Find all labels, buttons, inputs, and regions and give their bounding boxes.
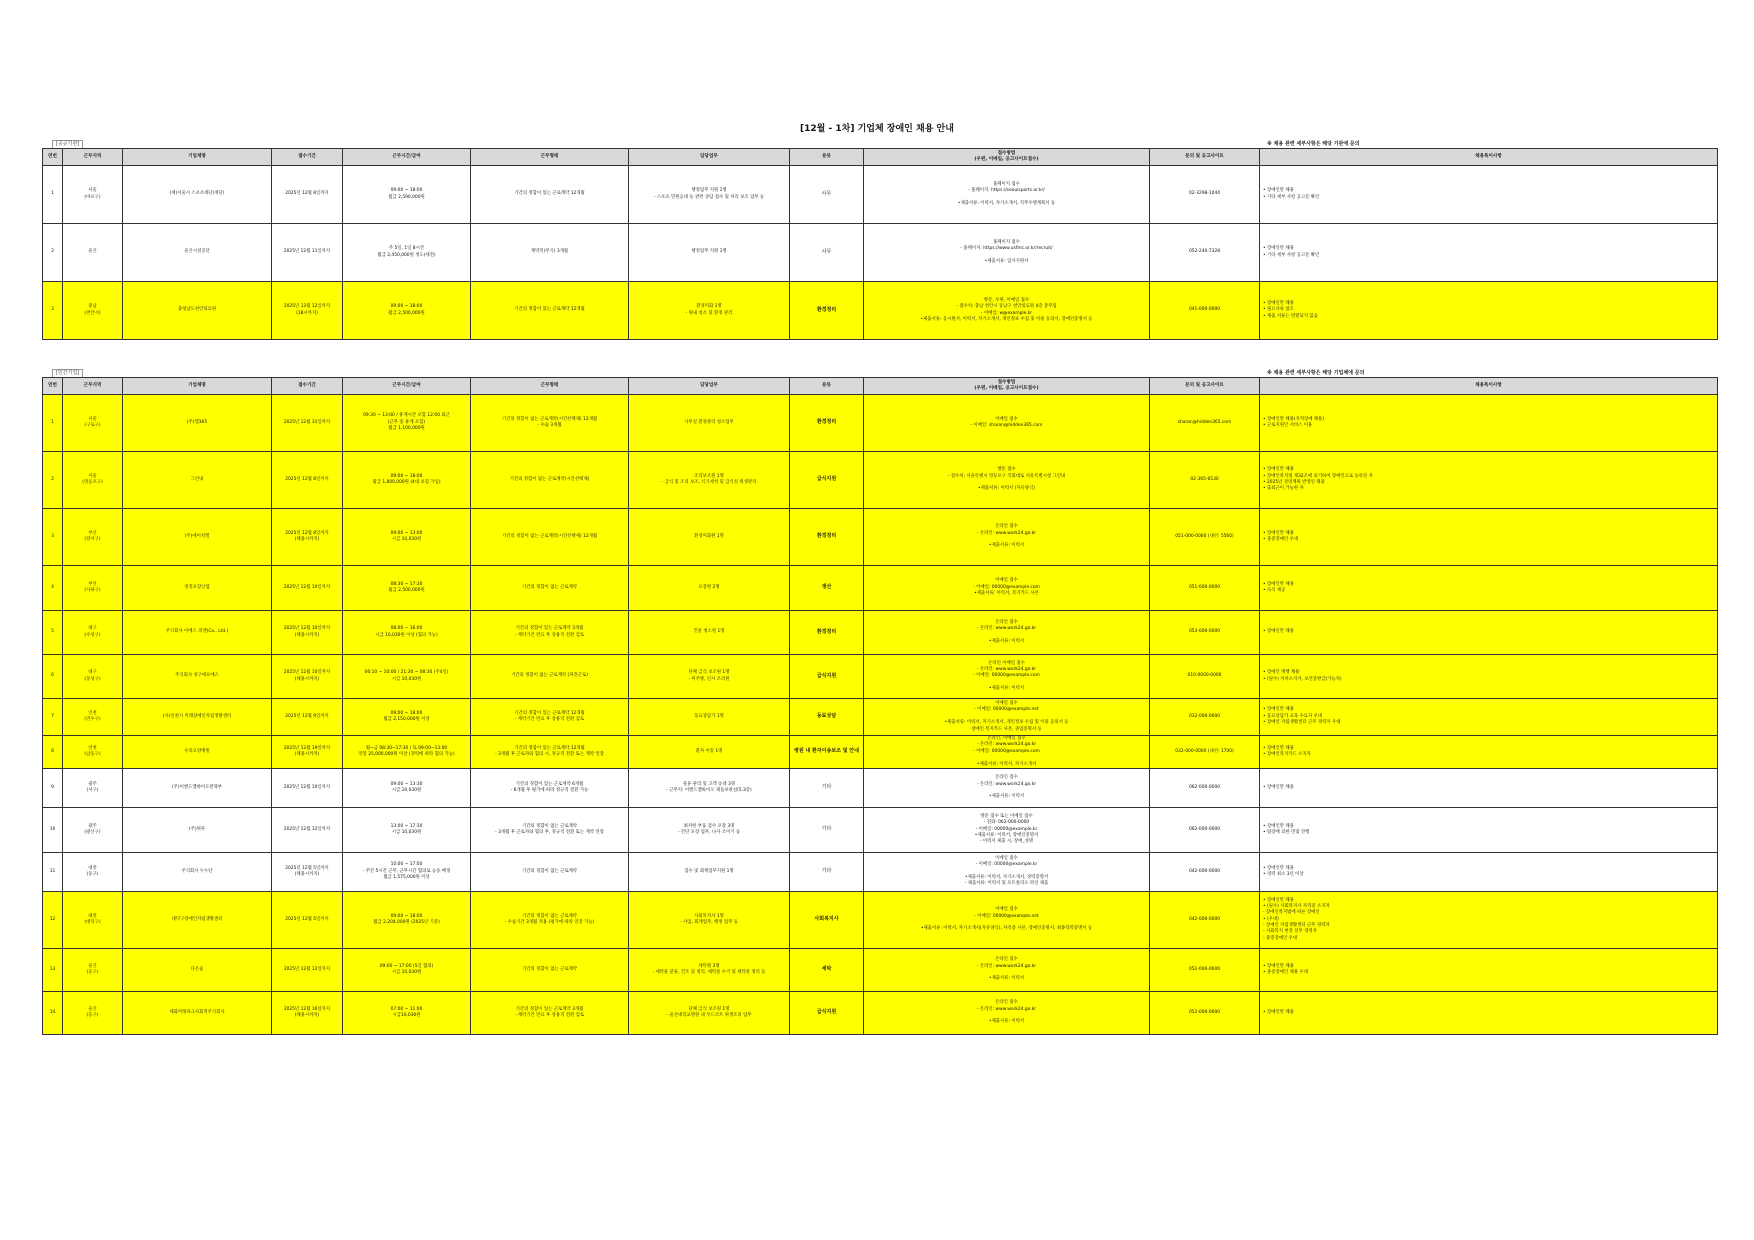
- cell-category: 환경정리: [790, 509, 864, 566]
- cell-region: 울산 (동구): [63, 948, 123, 991]
- cell-region: 대구 (수성구): [63, 611, 123, 655]
- header-application-period: 접수기간: [272, 149, 343, 166]
- cell-hours-pay: 09:00 ~ 18:00 월급 2,590,000원: [343, 166, 471, 224]
- cell-company-name: 정진포장산업: [123, 566, 272, 611]
- cell-hours-pay: 09:00 ~ 18:00 월급 1,800,000원 (4대 보험 가입): [343, 452, 471, 509]
- cell-category: 급식지원: [790, 991, 864, 1034]
- cell-application-method: 이메일 접수 - 이메일: sharon@hidden365.com: [864, 395, 1150, 452]
- cell-employment-type: 기간의 정함이 없는 근로계약(시간선택제) 12개월 - 수습 3개월: [471, 395, 629, 452]
- cell-category: 생산: [790, 566, 864, 611]
- table-row: [43, 452, 1718, 509]
- cell-special-notes: • 장애인만 채용: [1260, 768, 1718, 807]
- header-application-period: 접수기간: [272, 378, 343, 395]
- cell-special-notes: • 장애인만 채용 • 장애인복지법 제32조에 의거하여 장애인으로 등록된 자 • 2025년 경영계획 반영된 채용 • 출퇴근이 가능한 자: [1260, 452, 1718, 509]
- cell-row-number: 11: [43, 852, 63, 891]
- cell-row-number: 10: [43, 807, 63, 852]
- cell-application-period: 2025년 12월 12일까지 (18시까지): [272, 282, 343, 340]
- cell-duty: 행정업무 지원 1명 - 스포츠 민원응대 등 관련 상담 접수 및 처리 보조 업무 등: [629, 166, 790, 224]
- cell-application-method: 방문, 우편, 이메일 접수 - 접수처: 충남 천안시 동남구 천안의료원 4층 총무팀 - 이메일: w@example.kr •제출서류: 응시원서, 이력서, 자기소개서, 개인정보 수집 및 이용 동의서, 장애인증명서 등: [864, 282, 1150, 340]
- cell-row-number: 12: [43, 891, 63, 948]
- header-company-name: 기업체명: [123, 378, 272, 395]
- cell-row-number: 3: [43, 282, 63, 340]
- cell-row-number: 2: [43, 224, 63, 282]
- table-row: [43, 891, 1718, 948]
- cell-application-method: 온라인, 이메일 접수 - 온라인: www.work24.go.kr - 이메일: 00000@example.com •제출서류: 이력서, 자기소개서: [864, 736, 1150, 769]
- cell-application-method: 이메일 접수 - 이메일: 00000@example.net •제출서류: 이력서, 자기소개서(자유양식), 자격증 사본, 장애인증명서, 최종학력증명서 등: [864, 891, 1150, 948]
- cell-company-name: 다온숲: [123, 948, 272, 991]
- cell-employment-type: 기간의 정함이 없는 근로계약: [471, 948, 629, 991]
- cell-company-name: (주)위루: [123, 807, 272, 852]
- cell-application-period: 2025년 12월 8일까지: [272, 452, 343, 509]
- header-category: 분류: [790, 378, 864, 395]
- table-row: [43, 395, 1718, 452]
- cell-special-notes: • 장애인만 채용 • 팀장에 의한 면접 진행: [1260, 807, 1718, 852]
- table-row: [43, 655, 1718, 699]
- cell-application-method: 온라인 접수 - 온라인: www.work24.go.kr •제출서류: 이력서: [864, 948, 1150, 991]
- cell-region: 대전 (대덕구): [63, 891, 123, 948]
- cell-region: 울산 (동구): [63, 991, 123, 1034]
- cell-contact: 042-000-0000: [1150, 852, 1260, 891]
- cell-duty: 세탁원 3명 - 세탁물 분류, 건조 및 정리, 세탁물 수거 및 세탁물 정리 등: [629, 948, 790, 991]
- cell-company-name: 세화미래파크사회적주식회사: [123, 991, 272, 1034]
- header-special-notes: 채용특이사항: [1260, 149, 1718, 166]
- cell-contact: 052-000-0000: [1150, 948, 1260, 991]
- cell-duty: 물류 관리 및 고객 응대 3명 - 근무지: 이엔드젤바이오 제품보관실(5.3층): [629, 768, 790, 807]
- cell-contact: 062-000-0000: [1150, 768, 1260, 807]
- private-job-table: [42, 377, 1718, 1035]
- cell-hours-pay: 09:00 ~ 13:00 시급 10,030원: [343, 509, 471, 566]
- cell-application-period: 2025년 12월 10일까지: [272, 768, 343, 807]
- cell-application-method: 홈페이지 접수 - 홈페이지: https://www.usfmc.or.kr/recruit/ •제출서류: 입사지원서: [864, 224, 1150, 282]
- cell-application-period: 2025년 12월 31일까지: [272, 395, 343, 452]
- cell-row-number: 4: [43, 566, 63, 611]
- cell-employment-type: 기간의 정함이 있는 근로계약 12개월: [471, 166, 629, 224]
- cell-region: 광주 (광산구): [63, 807, 123, 852]
- header-duty: 담당업무: [629, 149, 790, 166]
- cell-duty: 건물 청소원 1명: [629, 611, 790, 655]
- cell-contact: 02-365-6530: [1150, 452, 1260, 509]
- cell-category: 환경정리: [790, 282, 864, 340]
- cell-category: 급식지원: [790, 452, 864, 509]
- cell-company-name: (주)엘365: [123, 395, 272, 452]
- header-application-method: 접수방법 (우편, 이메일, 공고사이트접수): [864, 378, 1150, 395]
- cell-application-period: 2025년 12월 8일까지: [272, 166, 343, 224]
- cell-region: 서울 (마포구): [63, 166, 123, 224]
- cell-row-number: 3: [43, 509, 63, 566]
- cell-category: 동료상담: [790, 699, 864, 736]
- header-contact: 문의 및 공고사이트: [1150, 149, 1260, 166]
- header-special-notes: 채용특이사항: [1260, 378, 1718, 395]
- cell-special-notes: • 장애인만 채용(지적장애 채용) • 근로지원인 서비스 이용: [1260, 395, 1718, 452]
- cell-special-notes: • 장애인만 채용 • 중증장애인 우대: [1260, 509, 1718, 566]
- cell-category: 사무: [790, 224, 864, 282]
- cell-contact: 052-240-7328: [1150, 224, 1260, 282]
- cell-region: 서울 (영등포구): [63, 452, 123, 509]
- header-row-number: 연번: [43, 378, 63, 395]
- table-row: [43, 948, 1718, 991]
- private-section-note: ※ 채용 관련 세부사항은 해당 기업체에 문의: [1267, 370, 1365, 376]
- cell-category: 사회복지사: [790, 891, 864, 948]
- cell-contact: 053-000-0000: [1150, 611, 1260, 655]
- cell-duty: 동료상담가 1명: [629, 699, 790, 736]
- cell-duty: 행정업무 지원 1명: [629, 224, 790, 282]
- cell-region: 대전 (동구): [63, 852, 123, 891]
- cell-row-number: 7: [43, 699, 63, 736]
- cell-application-method: 방문 접수 또는 이메일 접수 - 전화: 062-000-0000 - 이메일: 00000@example.kr •제출서류: 이력서, 장애인증명서 - 이력서 제출 시, 장애_성명: [864, 807, 1150, 852]
- table-row: [43, 768, 1718, 807]
- cell-hours-pay: 09:00 ~ 18:00 월급 2,150,000원 이상: [343, 699, 471, 736]
- cell-application-period: 2025년 12월 10일까지: [272, 566, 343, 611]
- cell-application-period: 2025년 12월 16일까지 (채용시까지): [272, 991, 343, 1034]
- cell-company-name: 대덕구장애인자립생활센터: [123, 891, 272, 948]
- cell-company-name: 주식회사 이에스 피앤(Co., Ltd.): [123, 611, 272, 655]
- cell-application-period: 2025년 12월 11일까지: [272, 224, 343, 282]
- cell-company-name: (재)서울시 스포츠재단(재단): [123, 166, 272, 224]
- cell-special-notes: • 장애인만 채용 • (필수) 사회복지사 자격증 소지자 - 장애인복지법에 따른 장애인 • (우대) - 장애인 자립생활센터 근무 경력자 - 사회복지 현장 실무 경력자 - 중증장애인 우대: [1260, 891, 1718, 948]
- cell-employment-type: 기간의 정함이 있는 근로계약 3개월 - 계약기간 만료 후 상용직 전환 검토: [471, 991, 629, 1034]
- cell-application-period: 2025년 12월 8일까지 (채용시까지): [272, 509, 343, 566]
- cell-application-method: 온라인 접수 - 온라인: www.work24.go.kr •제출서류: 이력서: [864, 509, 1150, 566]
- cell-special-notes: • 장애인만 채용: [1260, 611, 1718, 655]
- cell-application-method: 이메일 접수 - 이메일: 00000@example.net •제출서류: 이력서, 자기소개서, 개인정보 수집 및 이용 동의서 등 장애인 복지카드 사본, 졸업증명서 등: [864, 699, 1150, 736]
- cell-duty: 환경미화 1명 - 원내 청소 및 환경 관리: [629, 282, 790, 340]
- cell-company-name: (주)이엔드젤바이오전략부: [123, 768, 272, 807]
- cell-special-notes: • 장애인만 채용: [1260, 991, 1718, 1034]
- cell-company-name: 울산시설공단: [123, 224, 272, 282]
- cell-contact: 041-000-0000: [1150, 282, 1260, 340]
- cell-duty: 단체 급식 보조원 1명 - 울산대학교병원 내 푸드코트 위생조리 업무: [629, 991, 790, 1034]
- cell-duty: 사회복지사 1명 - 사업, 회계업무, 행정 업무 등: [629, 891, 790, 948]
- cell-employment-type: 기간의 정함이 없는 근로계약: [471, 566, 629, 611]
- cell-application-period: 2025년 12월 10일까지 (채용시까지): [272, 611, 343, 655]
- cell-row-number: 13: [43, 948, 63, 991]
- cell-category: 환경정리: [790, 611, 864, 655]
- cell-application-period: 2025년 12월 5일까지 (채용시까지): [272, 852, 343, 891]
- cell-employment-type: 기간의 정함이 없는 근로계약(시간선택제): [471, 452, 629, 509]
- cell-contact: 010-0000-0000: [1150, 655, 1260, 699]
- cell-hours-pay: 06:10 ~ 10:00 / 21:30 ~ 08:30 (주4일) 시급 10,030원: [343, 655, 471, 699]
- cell-hours-pay: 09:00 ~ 18:00 월급 2,204,000원 (2025년 기준): [343, 891, 471, 948]
- cell-hours-pay: 07:00 ~ 11:00 시급10,030원: [343, 991, 471, 1034]
- cell-company-name: 충청남도천안의료원: [123, 282, 272, 340]
- cell-hours-pay: 10:00 ~ 17:00 - 주간 5시간 근무, 근무시간 협의로 능동 배정 월급 1,575,000원 이상: [343, 852, 471, 891]
- cell-region: 충남 (천안시): [63, 282, 123, 340]
- cell-employment-type: 기간의 정함이 없는 근로계약 - 3개월 후 근로자와 협의 후, 정규직 전환 또는 계약 연장: [471, 807, 629, 852]
- cell-hours-pay: 주 5일, 1일 8시간 월급 2,450,000원 정도(세전): [343, 224, 471, 282]
- cell-hours-pay: 09:00 ~ 17:00 (5일 협의) 시급 10,030원: [343, 948, 471, 991]
- cell-row-number: 2: [43, 452, 63, 509]
- cell-application-method: 홈페이지 접수 - 홈페이지: https://seoulsports.or.kr/ •제출서류: 이력서, 자기소개서, 직무수행계획서 등: [864, 166, 1150, 224]
- cell-application-period: 2025년 12월 10일까지 (채용시까지): [272, 655, 343, 699]
- table-row: [43, 509, 1718, 566]
- cell-company-name: 그린내: [123, 452, 272, 509]
- cell-employment-type: 기간의 정함이 없는 근로계약(시간선택제) 12개월: [471, 509, 629, 566]
- header-region: 근무지역: [63, 378, 123, 395]
- cell-employment-type: 계약직(무기) 3개월: [471, 224, 629, 282]
- cell-duty: 환자 이송 1명: [629, 736, 790, 769]
- table-row: [43, 611, 1718, 655]
- cell-category: 기타: [790, 852, 864, 891]
- cell-employment-type: 기간의 정함이 있는 근로계약 12개월 - 계약기간 만료 후 상용직 전환 검토: [471, 699, 629, 736]
- cell-employment-type: 기간의 정함이 없는 근로계약 - 수습기간 3개월 적용 (평가에 따라 연장 가능): [471, 891, 629, 948]
- table-row: [43, 566, 1718, 611]
- cell-company-name: (사)인천시 미래장애인자립생활센터: [123, 699, 272, 736]
- cell-category: 기타: [790, 768, 864, 807]
- cell-hours-pay: 09:00 ~ 13:30 시급 10,030원: [343, 768, 471, 807]
- cell-hours-pay: 13:00 ~ 17:30 시급 10,030원: [343, 807, 471, 852]
- cell-contact: 02-3298-1044: [1150, 166, 1260, 224]
- cell-employment-type: 기간의 정함이 없는 근로계약: [471, 852, 629, 891]
- cell-category: 환경정리: [790, 395, 864, 452]
- header-company-name: 기업체명: [123, 149, 272, 166]
- table-row: [43, 736, 1718, 769]
- cell-duty: 조리보조원 1명 - 급식 및 조리 보조, 식기세척 및 급식실 위생관리: [629, 452, 790, 509]
- cell-application-period: 2025년 12월 9일까지: [272, 699, 343, 736]
- cell-region: 서울 (구로구): [63, 395, 123, 452]
- header-contact: 문의 및 공고사이트: [1150, 378, 1260, 395]
- table-row: [43, 852, 1718, 891]
- private-section-label: [민간기업]: [52, 369, 83, 378]
- table-row: [43, 807, 1718, 852]
- cell-application-method: 온라인 접수 - 온라인: www.work24.go.kr •제출서류: 이력서: [864, 768, 1150, 807]
- cell-row-number: 5: [43, 611, 63, 655]
- cell-contact: 042-000-0000: [1150, 891, 1260, 948]
- cell-category: 사무: [790, 166, 864, 224]
- cell-company-name: 우리요양병원: [123, 736, 272, 769]
- cell-special-notes: • 장애인만 채용 • 동료상담가 교육 수료자 우대 • 장애인 자립생활센터 근무 경력자 우대: [1260, 699, 1718, 736]
- cell-application-method: 방문 접수 - 접수처: 서울특별시 영등포구 국회대로 서울특별시청 그린내 •제출서류: 이력서 (자유양식): [864, 452, 1150, 509]
- cell-region: 부산 (강서구): [63, 509, 123, 566]
- header-hours-pay: 근무시간/급여: [343, 149, 471, 166]
- header-duty: 담당업무: [629, 378, 790, 395]
- cell-special-notes: • 장애인 병행 채용 • (필수) 자차소지자, 보건증발급(가능자): [1260, 655, 1718, 699]
- cell-special-notes: • 장애인만 채용 • 경력 최소 3년 이상: [1260, 852, 1718, 891]
- cell-employment-type: 기간의 정함이 있는 근로계약 3개월 - 계약기간 만료 후 상용직 전환 검토: [471, 611, 629, 655]
- cell-contact: 032-000-0000: [1150, 699, 1260, 736]
- cell-employment-type: 기간의 정함이 있는 근로계약 12개월: [471, 282, 629, 340]
- cell-contact: 032-000-0000 (내선: 1700): [1150, 736, 1260, 769]
- cell-special-notes: • 장애인만 채용 • 기타 세부 사항 공고문 확인: [1260, 166, 1718, 224]
- cell-special-notes: • 장애인만 채용 • 중증장애인 채용 우대: [1260, 948, 1718, 991]
- cell-region: 울산: [63, 224, 123, 282]
- cell-region: 인천 (남동구): [63, 736, 123, 769]
- header-employment-type: 근무형태: [471, 149, 629, 166]
- table-row: [43, 991, 1718, 1034]
- page-title: [12월 - 1차] 기업체 장애인 채용 안내: [800, 124, 954, 134]
- cell-row-number: 14: [43, 991, 63, 1034]
- cell-special-notes: • 장애인만 채용 • 필요서류 참조 • 제출 서류는 반환되지 않음: [1260, 282, 1718, 340]
- cell-special-notes: • 장애인만 채용 • 숙식 제공: [1260, 566, 1718, 611]
- cell-category: 세탁: [790, 948, 864, 991]
- cell-employment-type: 기간의 정함이 없는 근로계약 (파견근로): [471, 655, 629, 699]
- cell-company-name: 주식회사 누누단: [123, 852, 272, 891]
- cell-duty: 사무실 환경관리 청소업무: [629, 395, 790, 452]
- cell-employment-type: 기간의 정함이 있는 근로계약 6개월 - 6개월 후 평가에 따라 정규직 전환 가능: [471, 768, 629, 807]
- cell-application-method: 온라인 접수 - 온라인: www.work24.go.kr •제출서류: 이력서: [864, 611, 1150, 655]
- cell-category: 급식지원: [790, 655, 864, 699]
- header-employment-type: 근무형태: [471, 378, 629, 395]
- cell-region: 인천 (연수구): [63, 699, 123, 736]
- cell-application-method: 온라인 이메일 접수 - 온라인: www.work24.go.kr - 이메일: 00000@example.com •제출서류: 이력서: [864, 655, 1150, 699]
- public-job-table: [42, 148, 1718, 340]
- cell-application-period: 2025년 12월 12일까지: [272, 948, 343, 991]
- cell-application-period: 2025년 12월 12일까지: [272, 807, 343, 852]
- cell-employment-type: 기간의 정함이 있는 근로계약 12개월 - 3개월 후 근로자와 협의 시, 정규직 전환 또는 계약 연장: [471, 736, 629, 769]
- cell-hours-pay: 09:00 ~ 18:00 월급 2,500,000원: [343, 282, 471, 340]
- cell-region: 대구 (동성구): [63, 655, 123, 699]
- cell-row-number: 1: [43, 395, 63, 452]
- table-row: [43, 166, 1718, 224]
- cell-duty: 포장원 2명: [629, 566, 790, 611]
- cell-application-period: 2025년 12월 5일까지: [272, 891, 343, 948]
- cell-duty: 환경미화원 1명: [629, 509, 790, 566]
- header-application-method: 접수방법 (우편, 이메일, 공고사이트접수): [864, 149, 1150, 166]
- cell-row-number: 6: [43, 655, 63, 699]
- cell-region: 광주 (서구): [63, 768, 123, 807]
- header-row-number: 연번: [43, 149, 63, 166]
- cell-row-number: 9: [43, 768, 63, 807]
- cell-contact: 062-000-0000: [1150, 807, 1260, 852]
- cell-hours-pay: 월~금 08:30~17:30 / 토 09:00~13:00 연봉 25,000,000원 이상 (경력에 따라 협의 가능): [343, 736, 471, 769]
- header-region: 근무지역: [63, 149, 123, 166]
- cell-special-notes: • 장애인만 채용 • 기타 세부 사항 공고문 확인: [1260, 224, 1718, 282]
- table-row: [43, 224, 1718, 282]
- cell-contact: 051-000-0000 (내선: 5560): [1150, 509, 1260, 566]
- cell-special-notes: • 장애인만 채용 • 장애인복지카드 소지자: [1260, 736, 1718, 769]
- cell-duty: 최저한 부품 검수 포장 3명 - 간단 포장 업무, 나사 조이기 등: [629, 807, 790, 852]
- cell-row-number: 8: [43, 736, 63, 769]
- cell-duty: 검수 및 회계업무지원 1명: [629, 852, 790, 891]
- cell-application-period: 2025년 12월 19일까지 (채용시까지): [272, 736, 343, 769]
- public-section-note: ※ 채용 관련 세부사항은 해당 기관에 문의: [1267, 141, 1360, 147]
- cell-region: 부산 (사하구): [63, 566, 123, 611]
- cell-application-method: 이메일 접수 - 이메일: 00000@example.com •제출서류: 이력서, 복지카드 사본: [864, 566, 1150, 611]
- cell-company-name: (주)에이치엘: [123, 509, 272, 566]
- cell-application-method: 이메일 접수 - 이메일: 00000@example.kr •제출서류: 이력서, 자기소개서, 경력증명서 - 제출서류: 이력서 및 포트폴리오 파일 제출: [864, 852, 1150, 891]
- cell-contact: 051-000-0000: [1150, 566, 1260, 611]
- cell-duty: 단체 급식 보조원 1명 - 미주방, 인사 조리원: [629, 655, 790, 699]
- header-hours-pay: 근무시간/급여: [343, 378, 471, 395]
- cell-category: 병원 내 환자이송보조 및 안내: [790, 736, 864, 769]
- cell-row-number: 1: [43, 166, 63, 224]
- cell-hours-pay: 08:30 ~ 17:30 월급 2,500,000원: [343, 566, 471, 611]
- cell-hours-pay: 08:00 ~ 16:00 시급 10,030원 이상 (협의 가능): [343, 611, 471, 655]
- public-section-label: [공공기관]: [52, 140, 83, 149]
- header-category: 분류: [790, 149, 864, 166]
- cell-hours-pay: 09:30 ~ 13:00 / 휴게시간 포함 12:00 퇴근 (근무 중 휴게 포함) 월급 1,100,000원: [343, 395, 471, 452]
- table-row: [43, 282, 1718, 340]
- cell-contact: sharon@hidden365.com: [1150, 395, 1260, 452]
- cell-company-name: 주식회사 성구에프에스: [123, 655, 272, 699]
- cell-application-method: 온라인 접수 - 온라인: www.work24.go.kr •제출서류: 이력서: [864, 991, 1150, 1034]
- cell-contact: 052-000-0000: [1150, 991, 1260, 1034]
- table-row: [43, 699, 1718, 736]
- cell-category: 기타: [790, 807, 864, 852]
